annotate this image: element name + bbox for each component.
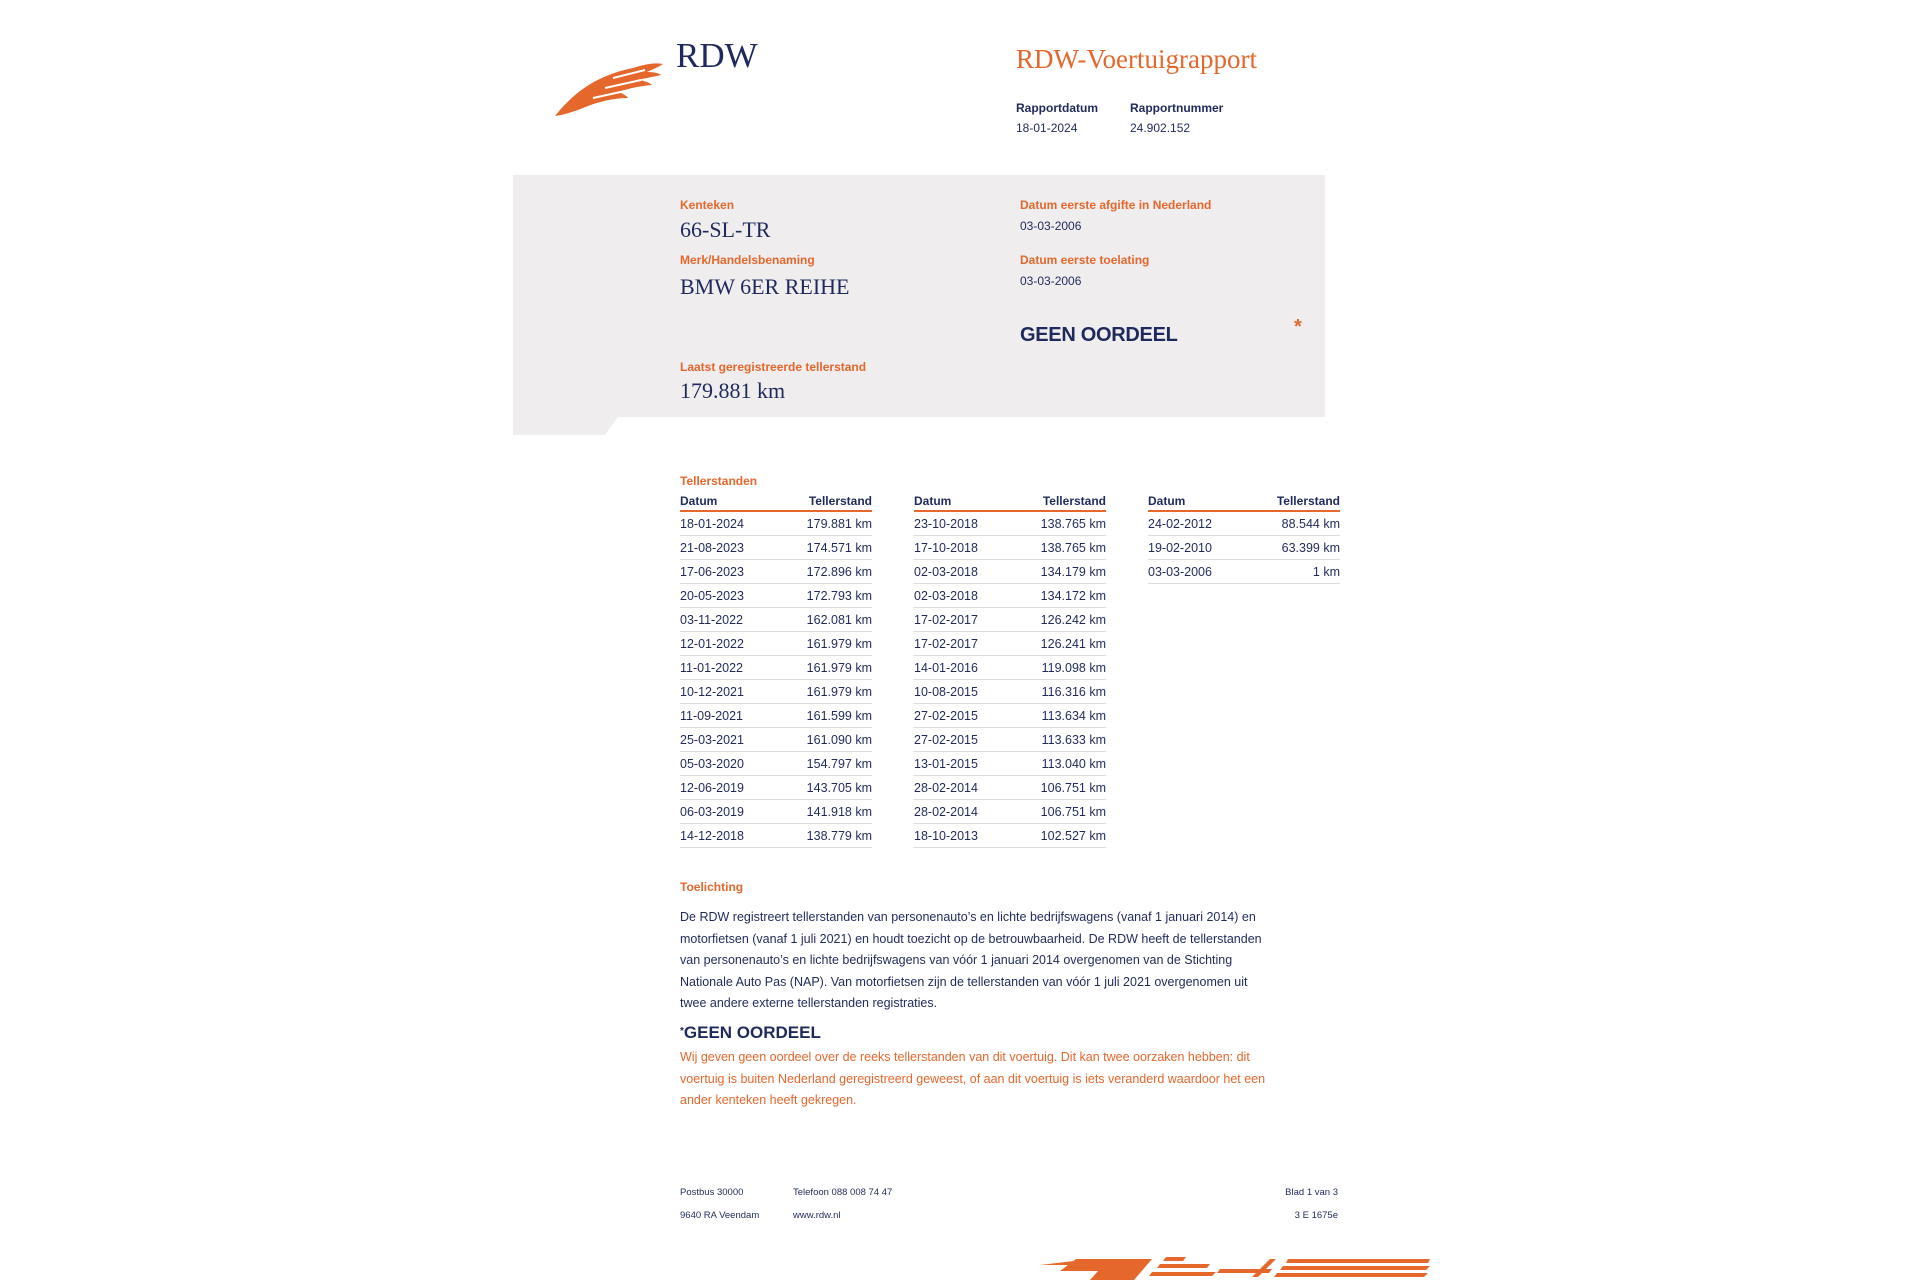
table-row [914,608,1106,632]
reading-date: 10-08-2015 [914,680,1009,704]
table-row [914,680,1106,704]
reading-date: 12-01-2022 [680,632,775,656]
reading-date: 14-01-2016 [914,656,1009,680]
document-code: 3 E 1675e [1294,1210,1338,1221]
reading-value: 141.918 km [775,800,872,824]
table-row [914,704,1106,728]
reading-date: 02-03-2018 [914,560,1009,584]
table-row [1148,536,1340,560]
verdict-marker-small: * [680,1026,684,1037]
vehicle-info-panel [513,175,1325,435]
reading-value: 88.544 km [1245,511,1340,536]
col-reading-header: Tellerstand [1245,494,1340,511]
reading-date: 10-12-2021 [680,680,775,704]
reading-value: 116.316 km [1009,680,1106,704]
decorative-stripes-icon [1040,1255,1430,1280]
reading-value: 102.527 km [1009,824,1106,848]
reading-value: 134.179 km [1009,560,1106,584]
last-odometer: 179.881 km [680,378,786,403]
table-row [680,584,872,608]
plate-label: Kenteken [680,198,735,212]
reading-date: 19-02-2010 [1148,536,1245,560]
first-registration-nl: 03-03-2006 [1020,219,1082,233]
footer-address-2: 9640 RA Veendam [680,1210,760,1221]
reading-date: 05-03-2020 [680,752,775,776]
license-plate: 66-SL-TR [680,217,771,242]
table-row [914,632,1106,656]
reading-date: 18-10-2013 [914,824,1009,848]
reading-date: 11-09-2021 [680,704,775,728]
page-number: Blad 1 van 3 [1285,1187,1338,1198]
verdict-line: voertuig is buiten Nederland geregistreerd geweest, of aan dit voertuig is iets veranderd waardoor het een [680,1071,1266,1086]
table-row [680,560,872,584]
reading-value: 154.797 km [775,752,872,776]
reading-date: 03-11-2022 [680,608,775,632]
table-row [680,511,872,536]
report-date-label: Rapportdatum [1016,101,1098,115]
reading-date: 24-02-2012 [1148,511,1245,536]
explanation-line: De RDW registreert tellerstanden van personenauto’s en lichte bedrijfswagens (vanaf 1 januari 2014) en [680,910,1256,924]
reading-value: 161.090 km [775,728,872,752]
table-row [680,752,872,776]
reading-value: 1 km [1245,560,1340,584]
verdict: GEEN OORDEEL [1020,324,1178,346]
reading-date: 06-03-2019 [680,800,775,824]
reading-value: 143.705 km [775,776,872,800]
footer-web: www.rdw.nl [793,1210,841,1221]
table-row [680,824,872,848]
reading-value: 162.081 km [775,608,872,632]
make-label: Merk/Handelsbenaming [680,253,815,267]
reading-date: 12-06-2019 [680,776,775,800]
reading-value: 113.634 km [1009,704,1106,728]
col-reading-header: Tellerstand [1009,494,1106,511]
table-row [680,704,872,728]
reading-value: 161.979 km [775,632,872,656]
reading-value: 161.979 km [775,656,872,680]
reading-value: 138.765 km [1009,536,1106,560]
explanation-line: motorfietsen (vanaf 1 juli 2021) en houdt toezicht op de betrouwbaarheid. De RDW heeft de tellerstanden [680,931,1262,946]
explanation-line: twee andere externe tellerstanden registraties. [680,996,938,1010]
reading-value: 161.979 km [775,680,872,704]
reading-date: 17-10-2018 [914,536,1009,560]
reading-date: 20-05-2023 [680,584,775,608]
table-row [914,560,1106,584]
reading-value: 106.751 km [1009,776,1106,800]
readings-title: Tellerstanden [680,474,758,488]
col-date-header: Datum [914,494,1009,511]
reading-date: 27-02-2015 [914,704,1009,728]
reading-date: 17-02-2017 [914,632,1009,656]
table-row [680,656,872,680]
reading-value: 126.241 km [1009,632,1106,656]
reading-value: 113.633 km [1009,728,1106,752]
reading-date: 11-01-2022 [680,656,775,680]
report-number-label: Rapportnummer [1130,101,1224,115]
reading-value: 172.793 km [775,584,872,608]
rdw-logo-icon [553,58,665,118]
reading-date: 14-12-2018 [680,824,775,848]
reading-date: 21-08-2023 [680,536,775,560]
reading-date: 28-02-2014 [914,800,1009,824]
first-registration-nl-label: Datum eerste afgifte in Nederland [1020,198,1212,212]
reading-date: 17-06-2023 [680,560,775,584]
table-row [1148,560,1340,584]
reading-value: 161.599 km [775,704,872,728]
first-admission-label: Datum eerste toelating [1020,253,1150,267]
reading-value: 172.896 km [775,560,872,584]
table-row [914,728,1106,752]
table-row [914,584,1106,608]
col-date-header: Datum [1148,494,1245,511]
table-row [680,608,872,632]
col-date-header: Datum [680,494,775,511]
reading-date: 13-01-2015 [914,752,1009,776]
reading-date: 23-10-2018 [914,511,1009,536]
verdict-marker: * [1294,316,1302,338]
table-row [1148,511,1340,536]
verdict-line: ander kenteken heeft gekregen. [680,1093,857,1107]
reading-value: 134.172 km [1009,584,1106,608]
readings-table-1 [680,494,872,848]
reading-date: 17-02-2017 [914,608,1009,632]
table-row [914,800,1106,824]
explanation-line: Nationale Auto Pas (NAP). Van motorfietsen zijn de tellerstanden van vóór 1 juli 2021 overgenomen uit [680,974,1248,989]
explanation-text [680,907,1335,1015]
table-row [680,680,872,704]
first-admission: 03-03-2006 [1020,274,1082,288]
brand-name: RDW [676,36,758,75]
reading-date: 02-03-2018 [914,584,1009,608]
readings-table-2 [914,494,1106,848]
table-row [680,800,872,824]
table-row [914,511,1106,536]
document-title: RDW-Voertuigrapport [1016,44,1257,74]
last-odometer-label: Laatst geregistreerde tellerstand [680,360,867,374]
reading-value: 119.098 km [1009,656,1106,680]
report-date: 18-01-2024 [1016,121,1078,135]
table-row [680,776,872,800]
reading-value: 126.242 km [1009,608,1106,632]
reading-value: 179.881 km [775,511,872,536]
verdict-title-text: GEEN OORDEEL [683,1023,821,1042]
footer-phone: Telefoon 088 008 74 47 [793,1187,893,1198]
verdict-explanation-text [680,1047,1340,1112]
reading-date: 28-02-2014 [914,776,1009,800]
table-row [914,656,1106,680]
table-row [914,752,1106,776]
table-row [914,536,1106,560]
reading-value: 174.571 km [775,536,872,560]
report-number: 24.902.152 [1130,121,1191,135]
reading-value: 138.765 km [1009,511,1106,536]
verdict-line: Wij geven geen oordeel over de reeks tellerstanden van dit voertuig. Dit kan twee oorzaken hebben: dit [680,1050,1250,1064]
table-row [680,728,872,752]
table-row [680,632,872,656]
footer-address-1: Postbus 30000 [680,1187,744,1198]
verdict-explanation-title [680,1023,821,1043]
reading-date: 03-03-2006 [1148,560,1245,584]
reading-date: 27-02-2015 [914,728,1009,752]
explanation-line: van personenauto’s en lichte bedrijfswagens van vóór 1 januari 2014 overgenomen van de Stichting [680,953,1233,967]
col-reading-header: Tellerstand [775,494,872,511]
reading-date: 25-03-2021 [680,728,775,752]
table-row [914,824,1106,848]
reading-date: 18-01-2024 [680,511,775,536]
table-row [914,776,1106,800]
reading-value: 113.040 km [1009,752,1106,776]
readings-table-3 [1148,494,1340,584]
reading-value: 63.399 km [1245,536,1340,560]
table-row [680,536,872,560]
vehicle-make: BMW 6ER REIHE [680,274,850,299]
reading-value: 138.779 km [775,824,872,848]
reading-value: 106.751 km [1009,800,1106,824]
explanation-title: Toelichting [680,880,744,894]
